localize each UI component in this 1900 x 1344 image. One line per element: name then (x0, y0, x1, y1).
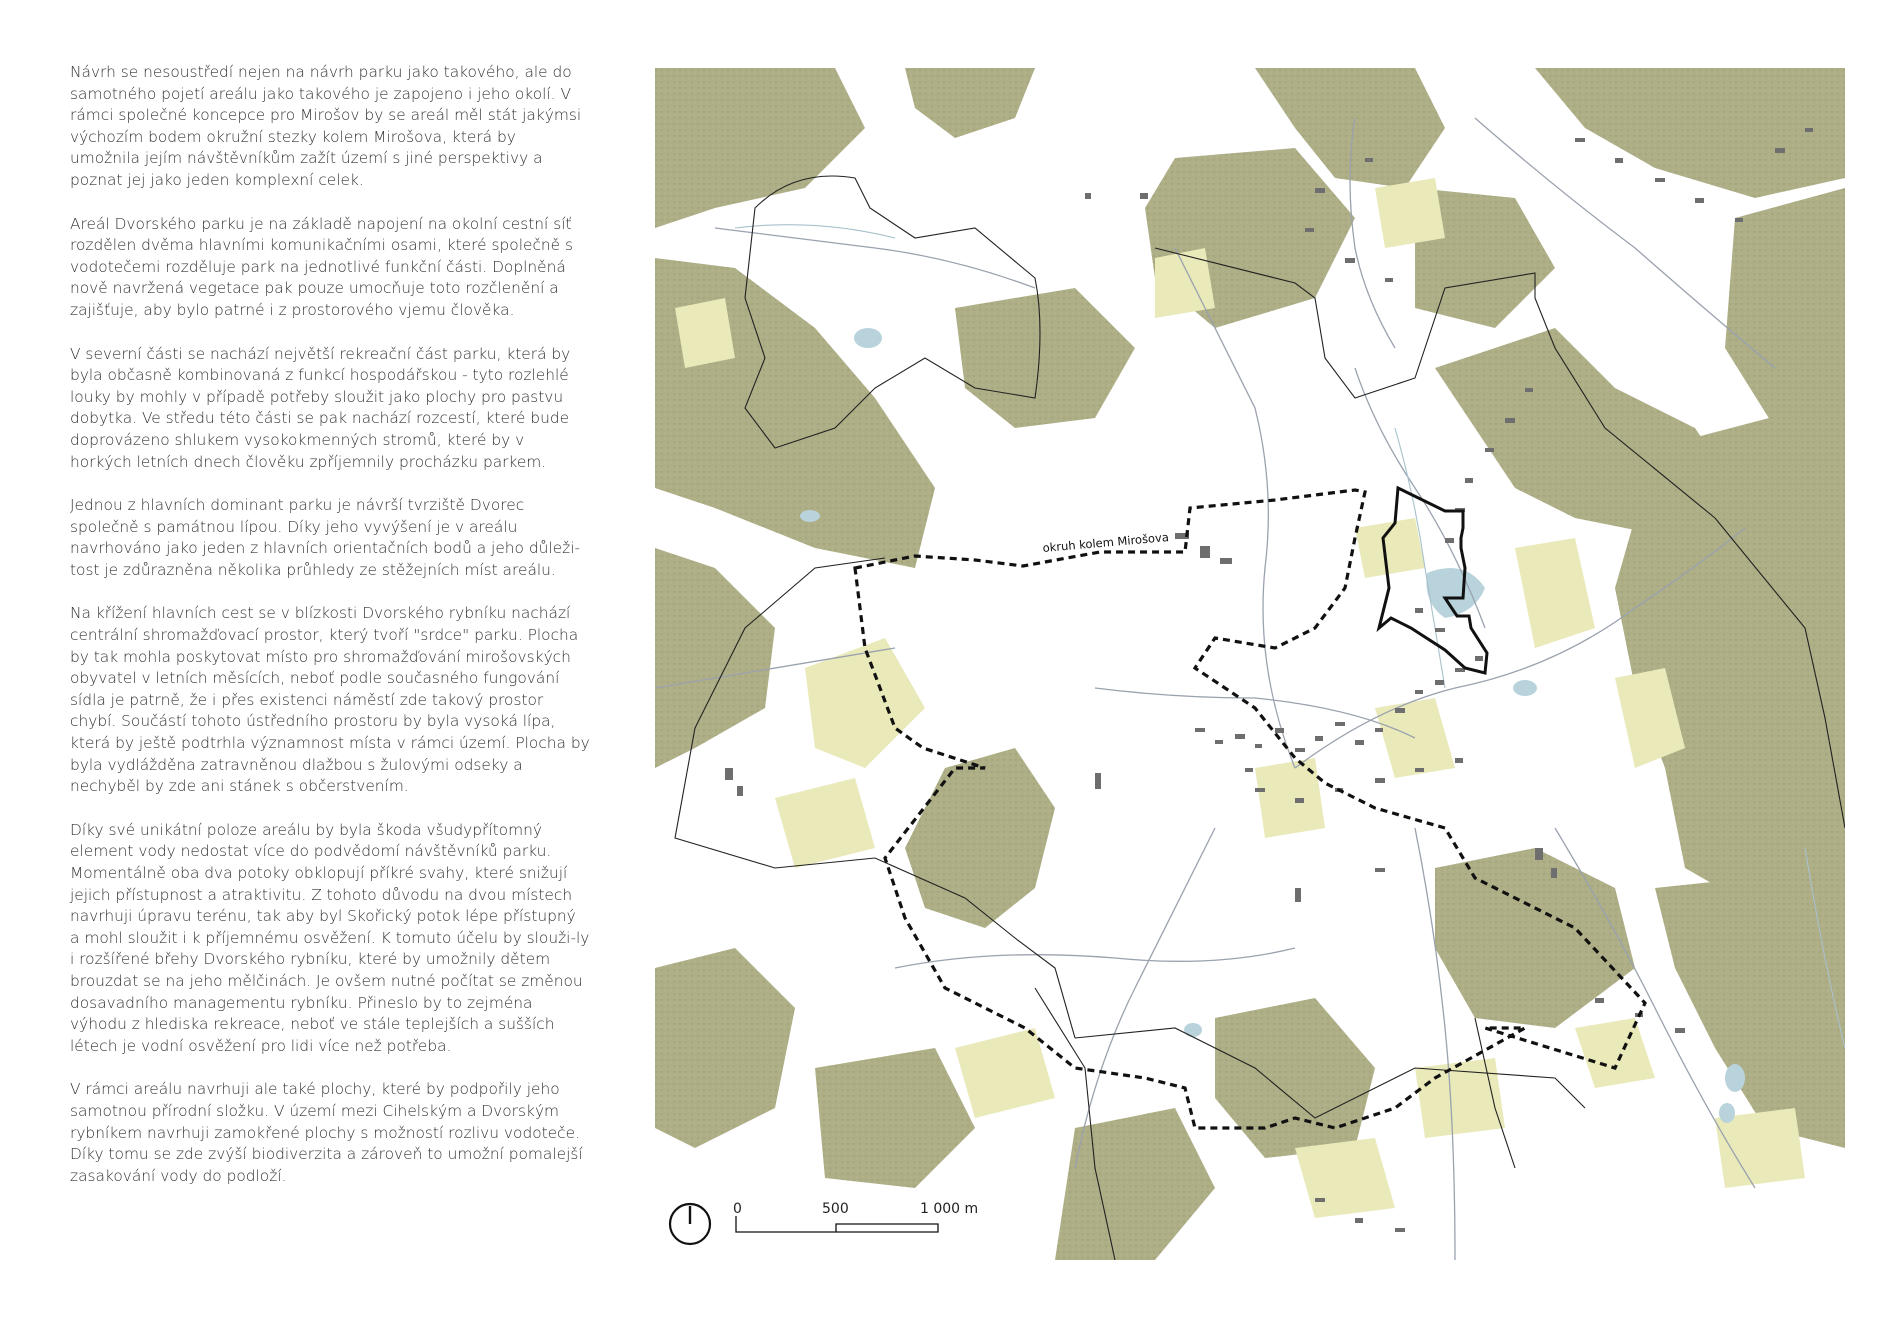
paragraph: Areál Dvorského parku je na základě napojení na okolní cestní síť rozdělen dvěma hlavními komunikačními osami, které společně s vodotečemi rozděluje park na jednotlivé funkční části. Doplněná nově navržená vegetace pak pouze umocňuje toto rozčlenění a zajišťuje, aby bylo patrné i z prostorového vjemu člověka. (70, 214, 574, 319)
scale-label-500: 500 (822, 1201, 849, 1217)
paragraph: Návrh se nesoustředí nejen na návrh parku jako takového, ale do samotného pojetí areálu jako takového je zapojeno i jeho okolí. V rámci společné koncepce pro Mirošov by se areál měl stát jakýmsi výchozím bodem okružní stezky kolem Mirošova, která by umožnila jejím návštěvníkům zažít území s jiné perspektivy a poznat jej jako jeden komplexní celek. (70, 63, 582, 189)
paragraph: V severní části se nachází největší rekreační část parku, která by byla občasně kombinovaná z funkcí hospodářskou - tyto rozlehlé louky by mohly v případě potřeby sloužit jako plochy pro pastvu dobytka. Ve středu této části se pak nachází rozcestí, které bude doprovázeno shlukem vysokokmenných stromů, které by v horkých letních dnech člověku zpříjemnily procházku parkem. (70, 344, 571, 471)
scale-label-0: 0 (733, 1201, 742, 1217)
north-arrow-icon (670, 1204, 710, 1244)
description-text (70, 62, 590, 1209)
paragraph: V rámci areálu navrhuji ale také plochy, které by podpořily jeho samotnou přírodní složku. V území mezi Cihelským a Dvorským rybníkem navrhuji zamokřené plochy s možností rozlivu vodoteče. Díky tomu se zde zvýší biodiverzita a zároveň to umožní pomalejší zasakování vody do podloží. (70, 1080, 583, 1185)
paragraph: Jednou z hlavních dominant parku je návrší tvrziště Dvorec společně s památnou lípou. Díky jeho vyvýšení je v areálu navrhováno jako jeden z hlavních orientačních bodů a jeho důleži-tost je zdůrazněna několika průhledy ze stěžejních míst areálu. (70, 496, 581, 579)
paragraph: Díky své unikátní poloze areálu by byla škoda všudypřítomný element vody nedostat více do podvědomí návštěvníků parku. Momentálně oba dva potoky obklopují příkré svahy, které snižují jejich přístupnost a atraktivitu. Z tohoto důvodu na dvou místech navrhuji úpravu terénu, tak aby byl Skořický potok lépe přístupný a mohl sloužit i k příjemnému osvěžení. K tomuto účelu by slouži-ly i rozšířené břehy Dvorského rybníku, které by umožnily dětem brouzdat se na jeho mělčinách. Je ovšem nutné počítat se změnou dosavadního managementu rybníku. Přineslo by to zejména výhodu z hlediska rekreace, neboť ve stále teplejších a sušších létech je vodní osvěžení pro lidi více než potřeba. (70, 820, 590, 1055)
scale-label-1000: 1 000 m (920, 1201, 979, 1217)
site-map[interactable] (655, 68, 1845, 1260)
route-label: okruh kolem Mirošova (1042, 530, 1170, 555)
paragraph: Na křížení hlavních cest se v blízkosti Dvorského rybníku nachází centrální shromažďovací prostor, který tvoří "srdce" parku. Plocha by tak mohla poskytovat místo pro shromažďování mirošovských obyvatel v letních měsících, neboť podle současného fungování sídla je patrně, že i přes existenci náměstí zde takový prostor chybí. Součástí tohoto ústředního prostoru by byla vysoká lípa, která by ještě podtrhla významnost místa v rámci území. Plocha by byla vydlážděna zatravněnou dlažbou s žulovými odseky a nechyběl by zde ani stánek s občerstvením. (70, 604, 590, 796)
scale-line (736, 1216, 938, 1232)
